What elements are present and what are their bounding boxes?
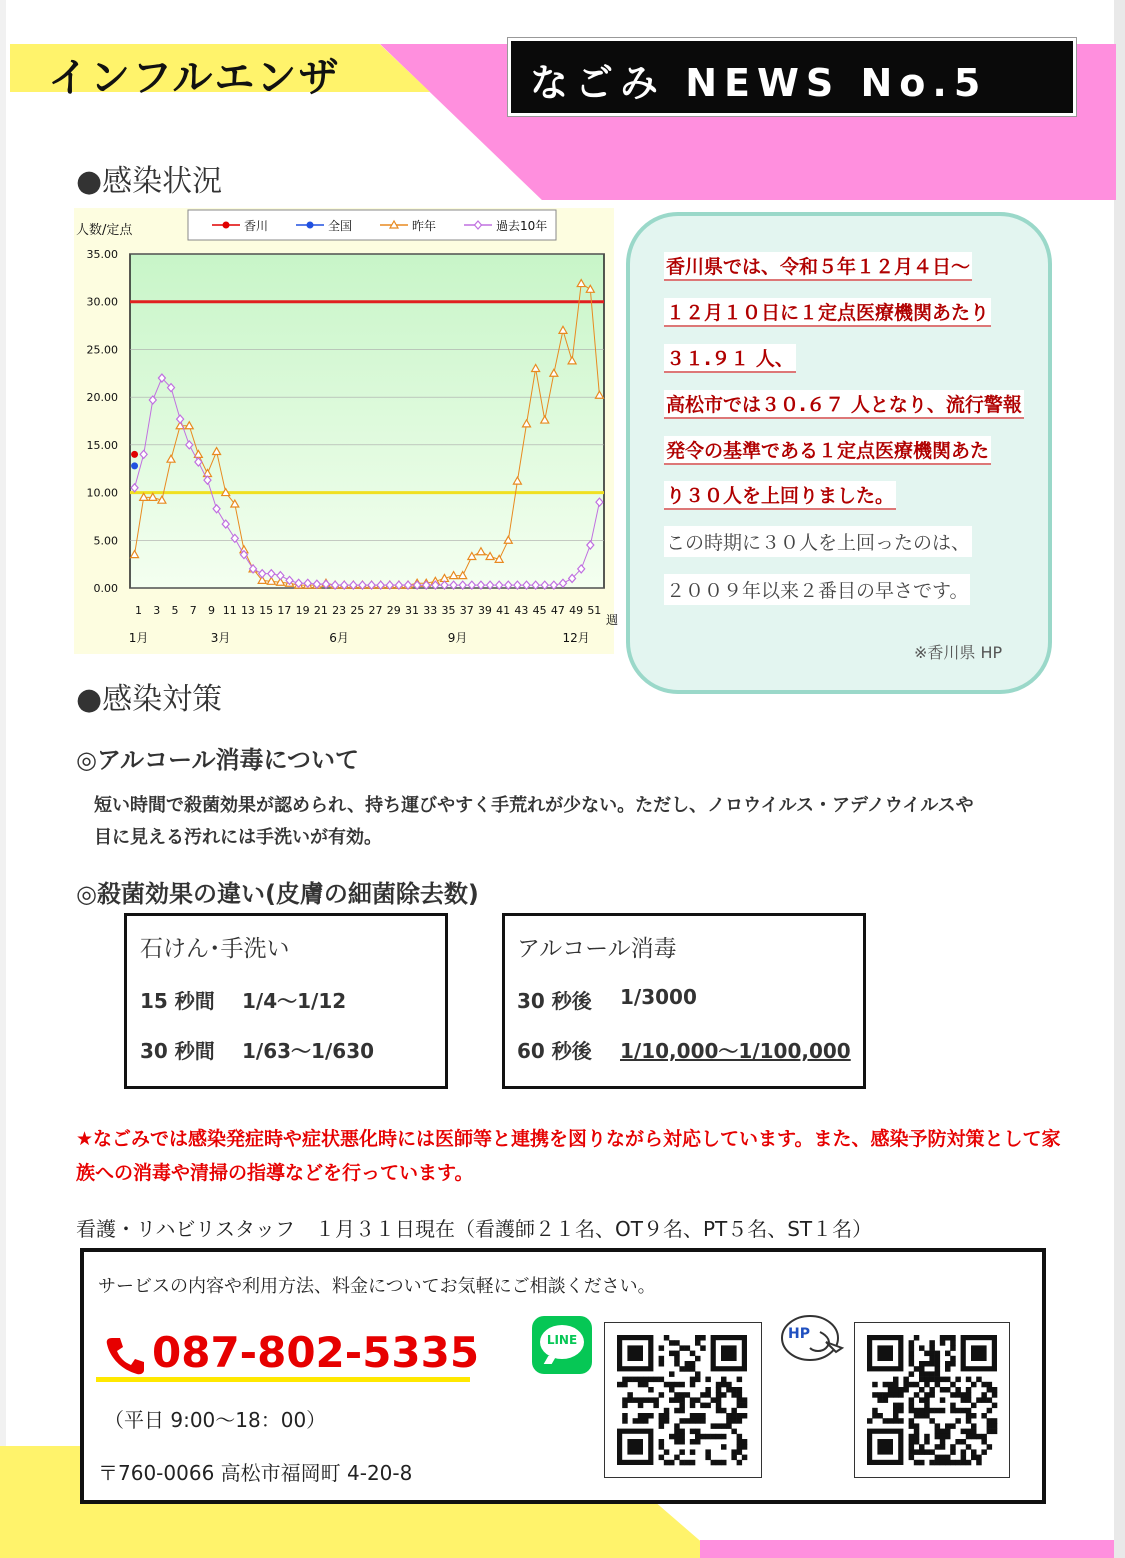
x-tick-label: 35: [441, 604, 456, 617]
y-tick-label: 0.00: [93, 582, 118, 595]
y-axis-label: 人数/定点: [76, 223, 133, 238]
info-line-5: 発令の基準である１定点医療機関あた: [664, 436, 991, 465]
x-tick-label: 1: [135, 604, 143, 617]
x-tick-label: 47: [550, 604, 565, 617]
legend-marker: [307, 222, 314, 229]
legend-marker: [223, 222, 230, 229]
section-heading-status: ●感染状況: [76, 164, 223, 199]
y-tick-label: 15.00: [86, 438, 118, 452]
x-tick-label: 17: [277, 604, 292, 617]
qr-code-icon: [855, 1323, 1009, 1477]
compare-heading: ◎殺菌効果の違い(皮膚の細菌除去数): [76, 880, 479, 908]
x-tick-label: 31: [405, 604, 420, 617]
legend-label: 香川: [244, 219, 269, 233]
alcohol-row-2-time: 60 秒後: [517, 1039, 592, 1063]
data-point: [131, 462, 138, 469]
line-icon[interactable]: [532, 1316, 592, 1374]
hp-label: HP: [788, 1326, 810, 1342]
month-label: 6月: [329, 631, 349, 645]
legend-label: 昨年: [412, 219, 437, 233]
x-tick-label: 21: [313, 604, 328, 617]
page-title: インフルエンザ: [48, 55, 341, 101]
y-tick-label: 5.00: [93, 534, 118, 548]
legend-label: 全国: [328, 219, 353, 233]
soap-row-1-value: 1/4～1/12: [242, 989, 347, 1013]
page-edge-right: [1114, 0, 1125, 1558]
line-label: LINE: [546, 1333, 578, 1347]
alcohol-table-title: アルコール消毒: [517, 936, 677, 962]
address: 〒760-0066 高松市福岡町 4-20-8: [98, 1461, 413, 1485]
care-note: ★なごみでは感染発症時や症状悪化時には医師等と連携を図りながら対応しています。また、感染予防対策として家族への消毒や清掃の指導などを行っています。: [76, 1128, 1061, 1184]
month-label: 9月: [447, 631, 468, 645]
footer-pink-band: [700, 1540, 1114, 1558]
x-tick-label: 39: [477, 604, 492, 617]
soap-title: 石けん･手洗い: [140, 936, 290, 962]
x-tick-label: 5: [171, 604, 179, 617]
x-tick-label: 43: [514, 604, 529, 617]
x-tick-label: 25: [350, 604, 365, 617]
x-tick-label: 3: [153, 604, 161, 617]
y-tick-label: 20.00: [86, 391, 118, 405]
alcohol-row-1-value: 1/3000: [620, 985, 697, 1009]
alcohol-text-1: 短い時間で殺菌効果が認められ、持ち運びやすく手荒れが少ない。ただし、ノロウイルス・アデノウイルスや: [94, 795, 974, 816]
x-tick-label: 7: [189, 604, 197, 617]
x-tick-label: 45: [532, 604, 547, 617]
soap-row-2-time: 30 秒間: [140, 1039, 215, 1063]
page-edge-left: [0, 0, 6, 1558]
legend-label: 過去10年: [496, 219, 548, 233]
info-line-4: 高松市では３０.６７ 人となり、流行警報: [664, 390, 1024, 419]
staff-count: 看護・リハビリスタッフ １月３１日現在（看護師２１名、OT９名、PT５名、ST１名）: [76, 1217, 873, 1241]
info-line-2: １２月１０日に１定点医療機関あたり: [664, 298, 991, 327]
info-line-7: この時期に３０人を上回ったのは、: [664, 526, 972, 557]
y-tick-label: 30.00: [86, 295, 118, 309]
x-tick-label: 9: [207, 604, 215, 617]
x-tick-label: 11: [222, 604, 237, 617]
contact-intro: サービスの内容や利用方法、料金についてお気軽にご相談ください。: [98, 1276, 656, 1297]
soap-row-1-time: 15 秒間: [140, 989, 215, 1013]
homepage-qr-code[interactable]: [854, 1322, 1010, 1478]
section-heading-measures: ●感染対策: [76, 682, 223, 717]
x-axis-label: 週: [606, 613, 619, 627]
x-tick-label: 51: [587, 604, 602, 617]
chart-svg: [74, 208, 619, 654]
info-line-1: 香川県では、令和５年１２月４日～: [664, 252, 972, 281]
x-tick-label: 23: [332, 604, 347, 617]
month-label: 3月: [210, 631, 231, 645]
info-line-6: り３０人を上回りました。: [664, 481, 896, 510]
x-tick-label: 29: [386, 604, 401, 617]
info-line-3: ３１.９１ 人、: [664, 344, 796, 373]
x-tick-label: 37: [459, 604, 474, 617]
x-tick-label: 49: [569, 604, 584, 617]
business-hours: （平日 9:00～18：00）: [104, 1408, 327, 1432]
plot-area: [130, 254, 604, 588]
y-tick-label: 10.00: [86, 486, 118, 500]
x-tick-label: 19: [295, 604, 310, 617]
alcohol-text-2: 目に見える汚れには手洗いが有効。: [94, 827, 382, 848]
phone-underline: [96, 1377, 470, 1382]
y-tick-label: 25.00: [86, 343, 118, 357]
info-source: ※香川県 HP: [914, 643, 1003, 662]
x-tick-label: 27: [368, 604, 383, 617]
data-point: [131, 451, 138, 458]
news-number: なごみ NEWS No.5: [530, 61, 988, 105]
x-tick-label: 33: [423, 604, 438, 617]
alcohol-heading: ◎アルコール消毒について: [76, 746, 360, 774]
x-tick-label: 15: [259, 604, 274, 617]
y-tick-label: 35.00: [86, 248, 118, 261]
qr-code-icon: [605, 1323, 761, 1477]
homepage-icon[interactable]: [780, 1312, 850, 1364]
phone-icon: [104, 1336, 146, 1380]
x-tick-label: 41: [496, 604, 511, 617]
soap-row-2-value: 1/63～1/630: [242, 1039, 375, 1063]
x-tick-label: 13: [240, 604, 255, 617]
phone-number[interactable]: 087-802-5335: [152, 1328, 480, 1377]
alcohol-row-2-value: 1/10,000～1/100,000: [620, 1039, 851, 1063]
month-label: 12月: [562, 631, 590, 645]
alcohol-row-1-time: 30 秒後: [517, 989, 592, 1013]
line-qr-code[interactable]: [604, 1322, 762, 1478]
month-label: 1月: [128, 631, 149, 645]
influenza-chart: [74, 208, 619, 654]
info-line-8: ２００９年以来２番目の早さです。: [664, 574, 970, 605]
